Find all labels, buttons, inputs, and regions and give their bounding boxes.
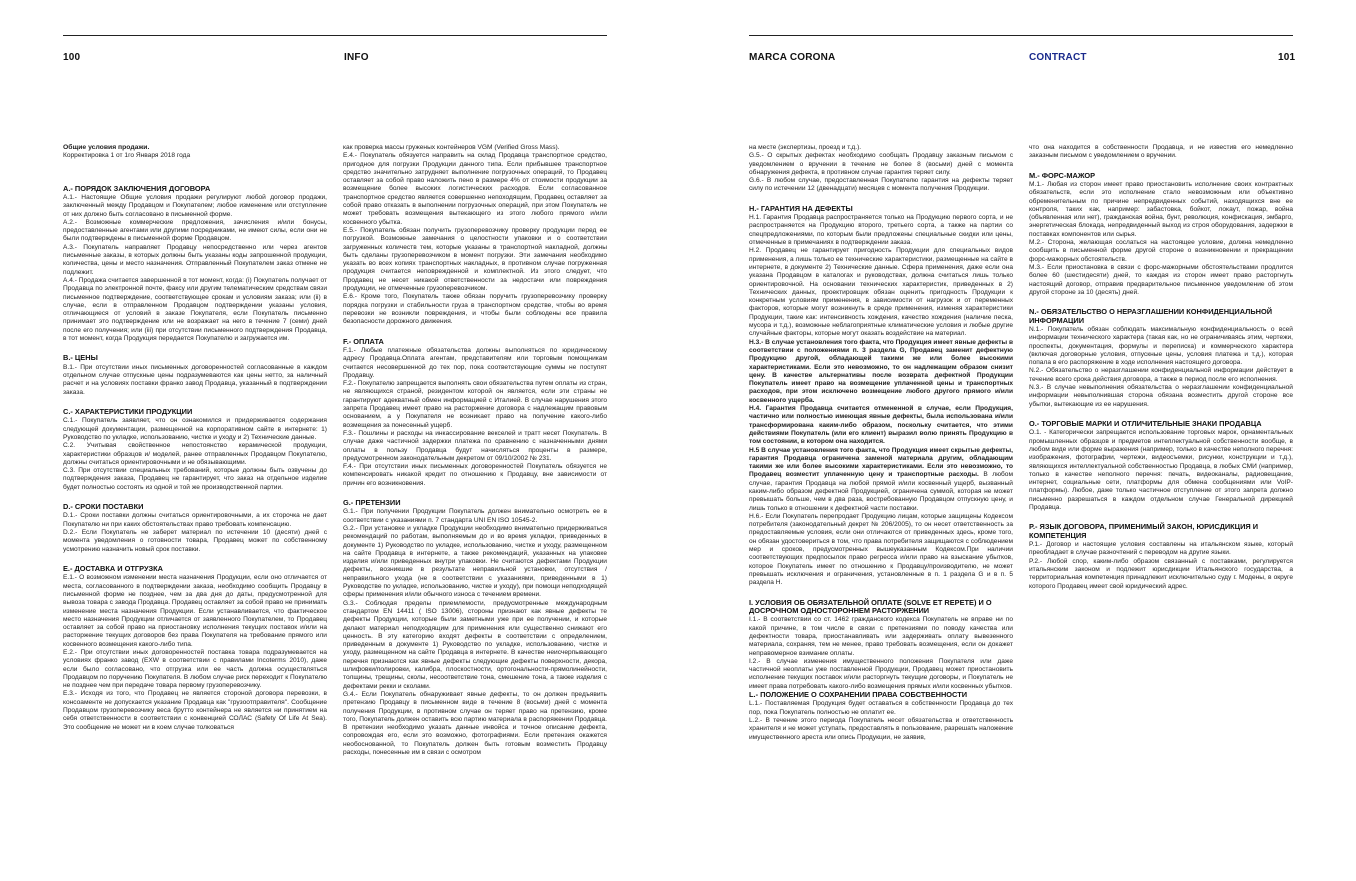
paragraph: как проверка массы груженых контейнеров VGM (Verified Gross Mass).	[343, 144, 560, 151]
paragraph: N.3.- В случае невыполнения обязательства о неразглашении конфиденциальной информации невыполнившая сторона обязана возместить другой стороне все убытки, вытекающие из ее нарушения.	[1029, 384, 1293, 408]
paragraph: M.2.- Сторона, желающая сослаться на настоящее условие, должна немедленно сообщить в письменной форме другой стороне о возникновении и прекращении форс-мажорных обстоятельств.	[1029, 239, 1293, 263]
paragraph-bold: H.3.- В случае установления того факта, что Продукция имеет явные дефекты в соответствии с положениями п. 3 раздела G, Продавец заменит дефектную Продукцию другой, обладающей такими же или более высокими характеристиками. Если это невозможно, то он надлежащим образом снизит цену. В качестве альтернативы после возврата дефектной Продукции Покупатель имеет право на возмещение уплаченной цены и транспортных расходов, при этом исключено возмещение любого другого прямого и/или косвенного ущерба.	[749, 338, 1013, 404]
section-heading: B.- ЦЕНЫ	[63, 353, 98, 363]
brand-title: MARCA CORONA	[749, 52, 836, 63]
section-heading: N.- ОБЯЗАТЕЛЬСТВО О НЕРАЗГЛАШЕНИИ КОНФИДЕНЦИАЛЬНОЙ ИНФОРМАЦИИ	[1029, 307, 1273, 325]
paragraph: E.3.- Исходя из того, что Продавец не является стороной договора перевозки, в консоаменте не допускается указание Продавца как "грузоотправителя". Сообщение Продавцом грузоперевозчику веса брутто контейнера не является ни принятием на себя ответственности в соответствии с конвенцией СОЛАС (Safety Of Life At Sea). Это сообщение не может ни в коем случае толковаться	[63, 690, 327, 731]
paragraph: E.6.- Кроме того, Покупатель также обязан поручить грузоперевозчику проверку порядка погрузки и стабильности груза в транспортном средстве, чтобы во время перевозки не возникли повреждения, и чтобы были соблюдены все правила безопасности дорожного движения.	[343, 293, 607, 326]
paragraph: F.2.- Покупателю запрещается выполнять свои обязательства путем оплаты из стран, не являющихся страной, резидентом которой он является, если эти страны не гарантируют адекватный обмен информацией с Италией. В случае нарушения этого запрета Продавец имеет право на расторжение договора с надлежащим правовым основанием, а у Покупателя не возникает право на получение какого-либо возмещения за понесенный ущерб.	[343, 380, 607, 429]
section-heading: G.- ПРЕТЕНЗИИ	[343, 497, 401, 507]
paragraph: M.3.- Если приостановка в связи с форс-мажорными обстоятельствами продлится более 60 (шестидесяти) дней, то каждая из сторон имеет право расторгнуть настоящий договор, отправив предварительное письменное уведомление об этом другой стороне за 10 (десять) дней.	[1029, 263, 1293, 296]
text-column-1	[63, 144, 327, 732]
intro-subtitle: Корректировка 1 от 1го Января 2018 года	[63, 152, 191, 160]
section-title-right: CONTRACT	[1029, 52, 1087, 63]
paragraph: В любом случае, гарантия Продавца на любой прямой и/или косвенный ущерб, вызванный каким-либо образом дефектной Продукцией, ограничена суммой, которая не может превышать больше, чем в два раза, востребованную Продавцом отпускную цену, и лишь только в отношении к дефектной части поставки.	[749, 471, 1013, 512]
paragraph: F.3.- Пошлины и расходы на инкассирование векселей и тратт несет Покупатель. В случае даже частичной задержки платежа по сравнению с назначенными днями оплаты в пользу Продавца будут начисляться проценты в размере, предусмотренном законодательным декретом от 09/10/2002 № 231.	[343, 429, 607, 462]
paragraph: E.1.- О возможном изменении места назначения Продукции, если оно отличается от места, согласованного в подтверждении заказа, необходимо сообщить Продавцу в письменной форме не позднее, чем за два дня до даты, предусмотренной для вывоза товара с завода Продавца. Продавец оставляет за собой право не принимать изменение места назначения Продукции. Если устанавливается, что фактическое место назначения Продукции отличается от заявленного Покупателем, то Продавец оставляет за собой право на приостановку исполнения текущих поставок и/или на расторжение текущих договоров без права Покупателя на требование прямого или косвенного возмещения какого-либо типа.	[63, 574, 327, 648]
section-heading: D.- СРОКИ ПОСТАВКИ	[63, 502, 144, 512]
paragraph: G.1.- При получении Продукции Покупатель должен внимательно осмотреть ее в соответствии с указаниями п. 7 стандарта UNI EN ISO 10545-2.	[343, 508, 607, 524]
paragraph: F.1.- Любые платежные обязательства должны выполняться по юридическому адресу Продавца.Оплата агентам, представителям или торговым помощникам считается несовершенной до тех пор, пока соответствующие суммы не поступят Продавцу.	[343, 346, 607, 379]
section-heading: M.- ФОРС-МАЖОР	[1029, 170, 1096, 180]
section-heading: H.- ГАРАНТИЯ НА ДЕФЕКТЫ	[749, 203, 853, 213]
page-number-left: 100	[63, 52, 81, 63]
paragraph: E.5.- Покупатель обязан получить грузоперевозчику проверку продукции перед ее погрузкой. Возможные замечания о целостности упаковки и о соответствии загруженных количеств тем, которые указаны в транспортной накладной, должны быть сделаны грузоперевозчиком в момент погрузки. Эти замечания необходимо указать во всех копиях транспортных накладных, в противном случае погруженная продукция считается неповрежденной и комплектной. Из этого следует, что Продавец не несет никакой ответственности за недостачи или повреждения продукции, не отмеченные грузоперевозчиком.	[343, 226, 607, 293]
paragraph-bold: H.4. Гарантия Продавца считается отмененной в случае, если Продукция, частично или полностью имеющая явные дефекты, была использована и/или трансформирована каким-либо образом, поскольку считается, что этими действиями Покупатель (или его клиент) выразил волю принять Продукцию в том состоянии, в котором она находится.	[749, 405, 1013, 446]
intro-title: Общие условия продажи.	[63, 144, 150, 151]
section-heading: E.- ДОСТАВКА И ОТГРУЗКА	[63, 563, 164, 573]
text-column-2	[343, 144, 607, 757]
section-heading: P.- ЯЗЫК ДОГОВОРА, ПРИМЕНИМЫЙ ЗАКОН, ЮРИСДИКЦИЯ И КОМПЕТЕНЦИЯ	[1029, 522, 1259, 540]
section-title-left: INFO	[344, 52, 369, 63]
paragraph: что она находится в собственности Продавца, и не известив его немедленно заказным письмом с уведомлением о вручении.	[1029, 144, 1293, 160]
paragraph: A.2.- Возможные коммерческие предложения, зачисления и/или бонусы, предоставленные агентами или другими посредниками, не имеют силы, если они не были подтверждены в письменной форме Продавцом.	[63, 218, 327, 243]
paragraph: C.1.- Покупатель заявляет, что он ознакомился и придерживается содержания следующей документации, размещенной на корпоративном сайте в интернете: 1) Руководство по укладке, использованию, чистке и уходу и 2) Технические данные.	[63, 417, 327, 441]
paragraph: E.4.- Покупатель обязуется направить на склад Продавца транспортное средство, пригодное для погрузки Продукции данного типа. Если прибывшее транспортное средство значительно затрудняет выполнение погрузочных операций, то Продавец оставляет за собой право наложить пено в размере 4% от стоимости продукции за возмещение более высоких логистических расходов. Если согласованное транспортное средство является совершенно непоходящим, Продавец оставляет за собой право отказать в выполнении погрузочных операций, при этом Покупатель не может требовать возмещения вытекающего из этого любого прямого и/или косвенного убытка.	[343, 152, 607, 226]
paragraph: I.2.- В случае изменения имущественного положения Покупателя или даже частичной неоплаты уже поставленной Продукции, Продавец может приостановить исполнение текущих поставок и/или расторгнуть текущие договоры, и Покупатель не имеет права потребовать какого-либо возмещения прямых и/или косвенных убытков.	[749, 657, 1013, 690]
paragraph: G.6.- В любом случае, предоставленная Покупателю гарантия на дефекты теряет силу по истечении 12 (двенадцати) месяцев с момента получения Продукции.	[749, 177, 1013, 193]
paragraph: B.1.- При отсутствии иных письменных договоренностей согласованные в каждом отдельном случае отпускные цены подразумеваются как цены нетто, за наличный расчет и на условиях поставки франко завод Продавца, указанный в подтверждении заказа.	[63, 363, 327, 396]
paragraph: A.1.- Настоящие Общие условия продажи регулируют любой договор продажи, заключенный между Продавцом и Покупателем; любое изменение или отступление от них должно быть согласовано в письменной форме.	[63, 194, 327, 218]
paragraph: G.3.- Соблюдая пределы приемлемости, предусмотренные международным стандартом EN 14411 ( ISO 13006), стороны признают как явные дефекты те дефекты Продукции, которые были заметными уже при ее получении, и которые делают материал неподходящим для применения или существенно снижают его ценность. В эту категорию входят дефекты в соответствии с определением, приведенным в документе 1) Руководство по укладке, использованию, чистке и уходу, размещенном на сайте Продавца в интернете. В качестве неисчерпывающего перечня признаются как явные дефекты следующие дефекты поверхности, декора, шлифовки/полировки, калибра, плоскостности, ортогональности-прямолинейности, толщины, трещины, сколы, несоответствие тона, смешение тона, а также изделия с дефектами рекки и сколами.	[343, 599, 607, 690]
paragraph: H.6.- Если Покупатель перепродает Продукцию лицам, которые защищены Кодексом потребителя (законодательный декрет № 206/2005), то он несет ответственность за предоставляемые условия, если они отличаются от приведенных здесь, кроме того, он обязан удостовериться в том, что права потребителя защищаются с соблюдением мер и сроков, предусмотренных вышеуказанным Кодексом.При наличии соответствующих предпосылок право регресса и/или право на взыскание убытков, которое Покупатель имеет по отношению к Продавцу/производителю, не может превышать исключения и ограничения, установленные в п. 1 раздела G и в п. 5 раздела H.	[749, 512, 1013, 587]
paragraph: N.1.- Покупатель обязан соблюдать максимальную конфиденциальность о всей информации технического характера (такая как, но не ограничиваясь этим, чертежи, проспекты, документация, формулы и переписка) и коммерческого характера (включая договорные условия, отпускные цены, условия платежа и т.д.), которая попала в его распоряжение в ходе исполнения настоящего договора.	[1029, 325, 1293, 367]
paragraph: G.4.- Если Покупатель обнаруживает явные дефекты, то он должен предъявить претензию Продавцу в письменном виде в течение 8 (восьми) дней с момента получения Продукции, в противном случае он теряет право на претензию, кроме того, Покупатель должен оставить всю партию материала в распоряжении Продавца. В претензии необходимо указать данные инвойса и точное описание дефекта, сопровождая его, если это возможно, фотографиями. Если претензия окажется необоснованной, то Покупатель должен быть готовым возместить Продавцу расходы, понесенные им в связи с осмотром	[343, 690, 607, 756]
paragraph: N.2.- Обязательство о неразглашении конфиденциальной информации действует в течение всего срока действия договора, а также в период после его исполнения.	[1029, 367, 1293, 383]
section-heading: A.- ПОРЯДОК ЗАКЛЮЧЕНИЯ ДОГОВОРА	[63, 183, 211, 193]
paragraph: O.1. - Категорически запрещается использование торговых марок, орнаментальных промышленных образцов и предметов интеллектуальной собственности вообще, в любом виде или форме выражения (например, только в качестве неполного перечня: изображения, фотографии, чертежи, видеосъемки, рисунки, конструкции и т.д.), являющихся интеллектуальной собственностью Продавца, в любых СМИ (например, только в качестве неполного перечня: печать, видеоканалы, радиовещание, интернет, социальные сети, платформы для обмена сообщениями или VoIP-платформы). Любое, даже только частичное отступление от этого запрета должно письменно разрешаться в каждом отдельном случае Генеральной дирекцией Продавца.	[1029, 429, 1293, 512]
section-heading: O.- ТОРГОВЫЕ МАРКИ И ОТЛИЧИТЕЛЬНЫЕ ЗНАКИ ПРОДАВЦА	[1029, 418, 1262, 428]
page-number-right: 101	[1278, 52, 1296, 63]
paragraph: C.3. При отсутствии специальных требований, которые должны быть озвучены до подтверждения заказа, Продавец не гарантирует, что заказ на отдельное изделие будет полностью состоять из одной и той же производственной партии.	[63, 467, 327, 491]
paragraph: M.1.- Любая из сторон имеет право приостановить исполнение своих контрактных обязательств, если это исполнение стало невозможным или объективно обременительным по причине непредвиденных событий, находящихся вне ее контроля, таких как, например: забастовка, бойкот, локаут, пожар, война (объявленная или нет), гражданская война, бунт, революция, конфискация, эмбарго, энергетическая блокада, непредвиденный выход из строя оборудования, задержки в поставках компонентов или сырья.	[1029, 181, 1293, 238]
paragraph: H.1. Гарантия Продавца распространяется только на Продукцию первого сорта, и не распространяется на Продукцию второго, третьего сорта, а также на партии со спецпредложениями, по которым были предложены специальные скидки или цены, отмеченные в примечаниях в подтверждении заказа.	[749, 214, 1013, 247]
paragraph: C.2. Учитывая свойственное непостоянство керамической продукции, характеристики образцов и/ моделей, ранее отправленных Продавцом Покупателю, должны считаться ориентировочными и не обязывающими.	[63, 442, 327, 466]
paragraph: A.4.- Продажа считается завершенной в тот момент, когда: (i) Покупатель получает от Продавца по электронной почте, факсу или другим телематическим средствам связи письменное подтверждение, соответствующее срокам и условиям заказа; или (ii) в случае, если в отправленном Продавцом подтверждении указаны условия, отличающиеся от условий в заказе Покупателя, если Покупатель письменно принимает это подтверждение или не возражает на него в течение 7 (семи) дней после его получения; или (iii) при отсутствии письменного подтверждения Продавца, в тот момент, когда Продукция передается Покупателю и загружается им.	[63, 276, 327, 343]
section-heading: L.- ПОЛОЖЕНИЕ О СОХРАНЕНИИ ПРАВА СОБСТВЕННОСТИ	[749, 690, 968, 700]
paragraph: P.2.- Любой спор, каким-либо образом связанный с поставками, регулируется итальянским законом и подлежит юрисдикции Итальянского государства, а территориальная компетенция принадлежит исключительно суду г. Модены, в округе которого Продавец имеет свой юридический адрес.	[1029, 557, 1293, 590]
paragraph: A.3.- Покупатель направляет Продавцу непосредственно или через агентов письменные заказы, в которых должны быть указаны коды запрошенной продукции, количества, цены и место назначения. Отправленный Покупателем заказ отмене не подлежит.	[63, 243, 327, 276]
paragraph: P.1.- Договор и настоящие условия составлены на итальянском языке, который преобладает в случае разночтений с переводом на другие языки.	[1029, 541, 1293, 557]
section-heading: C.- ХАРАКТЕРИСТИКИ ПРОДУКЦИИ	[63, 406, 193, 416]
paragraph: D.1.- Сроки поставки должны считаться ориентировочными, а их сторочка не дает Покупателю ни при каких обстоятельствах право требовать компенсацию.	[63, 512, 327, 528]
text-column-4	[1029, 144, 1293, 591]
text-column-3	[749, 144, 1013, 742]
paragraph: H.2. Продавец не гарантирует пригодность Продукции для специальных видов применения, а лишь только ее технические характеристики, размещенные на сайте в интернете, в документе 2) Технические данные. Сфера применения, даже если она указана Продавцом в каталогах и руководствах, должна считаться лишь только ориентировочной. На основании технических характеристик, приведенных в 2) Технических данных, проектировщик обязан оценить пригодность Продукции к конкретным условиям применения, в зависимости от нагрузок и от переменных факторов, которые могут возникнуть в среде применения, изменяя характеристики Продукции, такие как: интенсивность хождения, качество хождения (наличие песка, мусора и т.д.), возможные неблагоприятные климатические условия и любые другие случайные факторы, которые могут оказать воздействие на материал.	[749, 247, 1013, 338]
paragraph-bold: H.5 В случае установления того факта, что Продукция имеет скрытые дефекты, гарантия Продавца ограничена заменой материала другим, обладающим такими же или более высокими характеристиками. Если это невозможно, то Продавец возместит уплаченную цену и транспортные расходы.	[749, 446, 1013, 479]
header-rule-left	[63, 35, 607, 36]
paragraph: G.5.- О скрытых дефектах необходимо сообщать Продавцу заказным письмом с уведомлением о вручении в течение не более 8 (восьми) дней с момента обнаружения дефекта, в противном случае гарантия теряет силу.	[749, 152, 1013, 176]
header-rule-right	[749, 35, 1293, 36]
section-heading: I. УСЛОВИЯ ОБ ОБЯЗАТЕЛЬНОЙ ОПЛАТЕ (SOLVE ET REPETE) И О ДОСРОЧНОМ ОДНОСТОРОННЕМ РАСТОРЖЕНИИ	[749, 597, 992, 615]
paragraph: на месте (экспертизы, проезд и т.д.).	[749, 144, 862, 151]
section-heading: F.- ОПЛАТА	[343, 336, 384, 346]
paragraph: L.2.- В течение этого периода Покупатель несет обязательства и ответственность хранителя и не может уступать, предоставлять в пользование, разрешать наложение имущественного ареста или опись Продукции, не заявив,	[749, 717, 1013, 741]
paragraph: D.2.- Если Покупатель не заберет материал по истечении 10 (десяти) дней с момента уведомления о готовности товара, Продавец может по собственному усмотрению назначить новый срок поставки.	[63, 529, 327, 553]
paragraph: G.2.- При установке и укладке Продукции необходимо внимательно придерживаться рекомендаций по работам, выполняемым до и во время укладки, приведенных в документе 1) Руководство по укладке, использованию, чистке и уходу, размещенном на сайте Продавца в интернете, а также рекомендаций, указанных на упаковке изделия и/или приведенных внутри упаковки. Не считаются дефектами Продукции дефекты, возникшие в результате неправильной установки, отсутствия / неправильного ухода (не в соответствии с указаниями, приведенными в 1) Руководстве по укладке, использованию, чистке и уходу), при помощи неподходящей сферы применения и/или обычного износа с течением времени.	[343, 524, 607, 599]
paragraph: E.2.- При отсутствии иных договоренностей поставка товара подразумевается на условиях франко завод (EXW в соответствии с правилами Incoterms 2010), даже если было согласовано, что отгрузка или ее часть должна осуществляться Продавцом по поручению Покупателя. В любом случае риск переходит к Покупателю не позднее чем при передаче товара первому грузоперевозчику.	[63, 648, 327, 690]
paragraph: L.1.- Поставляемая Продукция будет оставаться в собственности Продавца до тех пор, пока Покупатель полностью не оплатит ее.	[749, 700, 1013, 716]
paragraph: I.1.- В соответствии со ст. 1462 гражданского кодекса Покупатель не вправе ни по какой причине, в том числе в связи с претензиями по поводу качества или дефектности товара, приостанавливать или задерживать оплату вывезенного материала, сохраняя, тем не менее, право требовать возмещения, если он докажет неправомерное взимание оплаты.	[749, 616, 1013, 657]
paragraph: F.4.- При отсутствии иных письменных договоренностей Покупатель обязуется не компенсировать никакой кредит по отношению к Продавцу, вне зависимости от причин его возникновения.	[343, 463, 607, 487]
